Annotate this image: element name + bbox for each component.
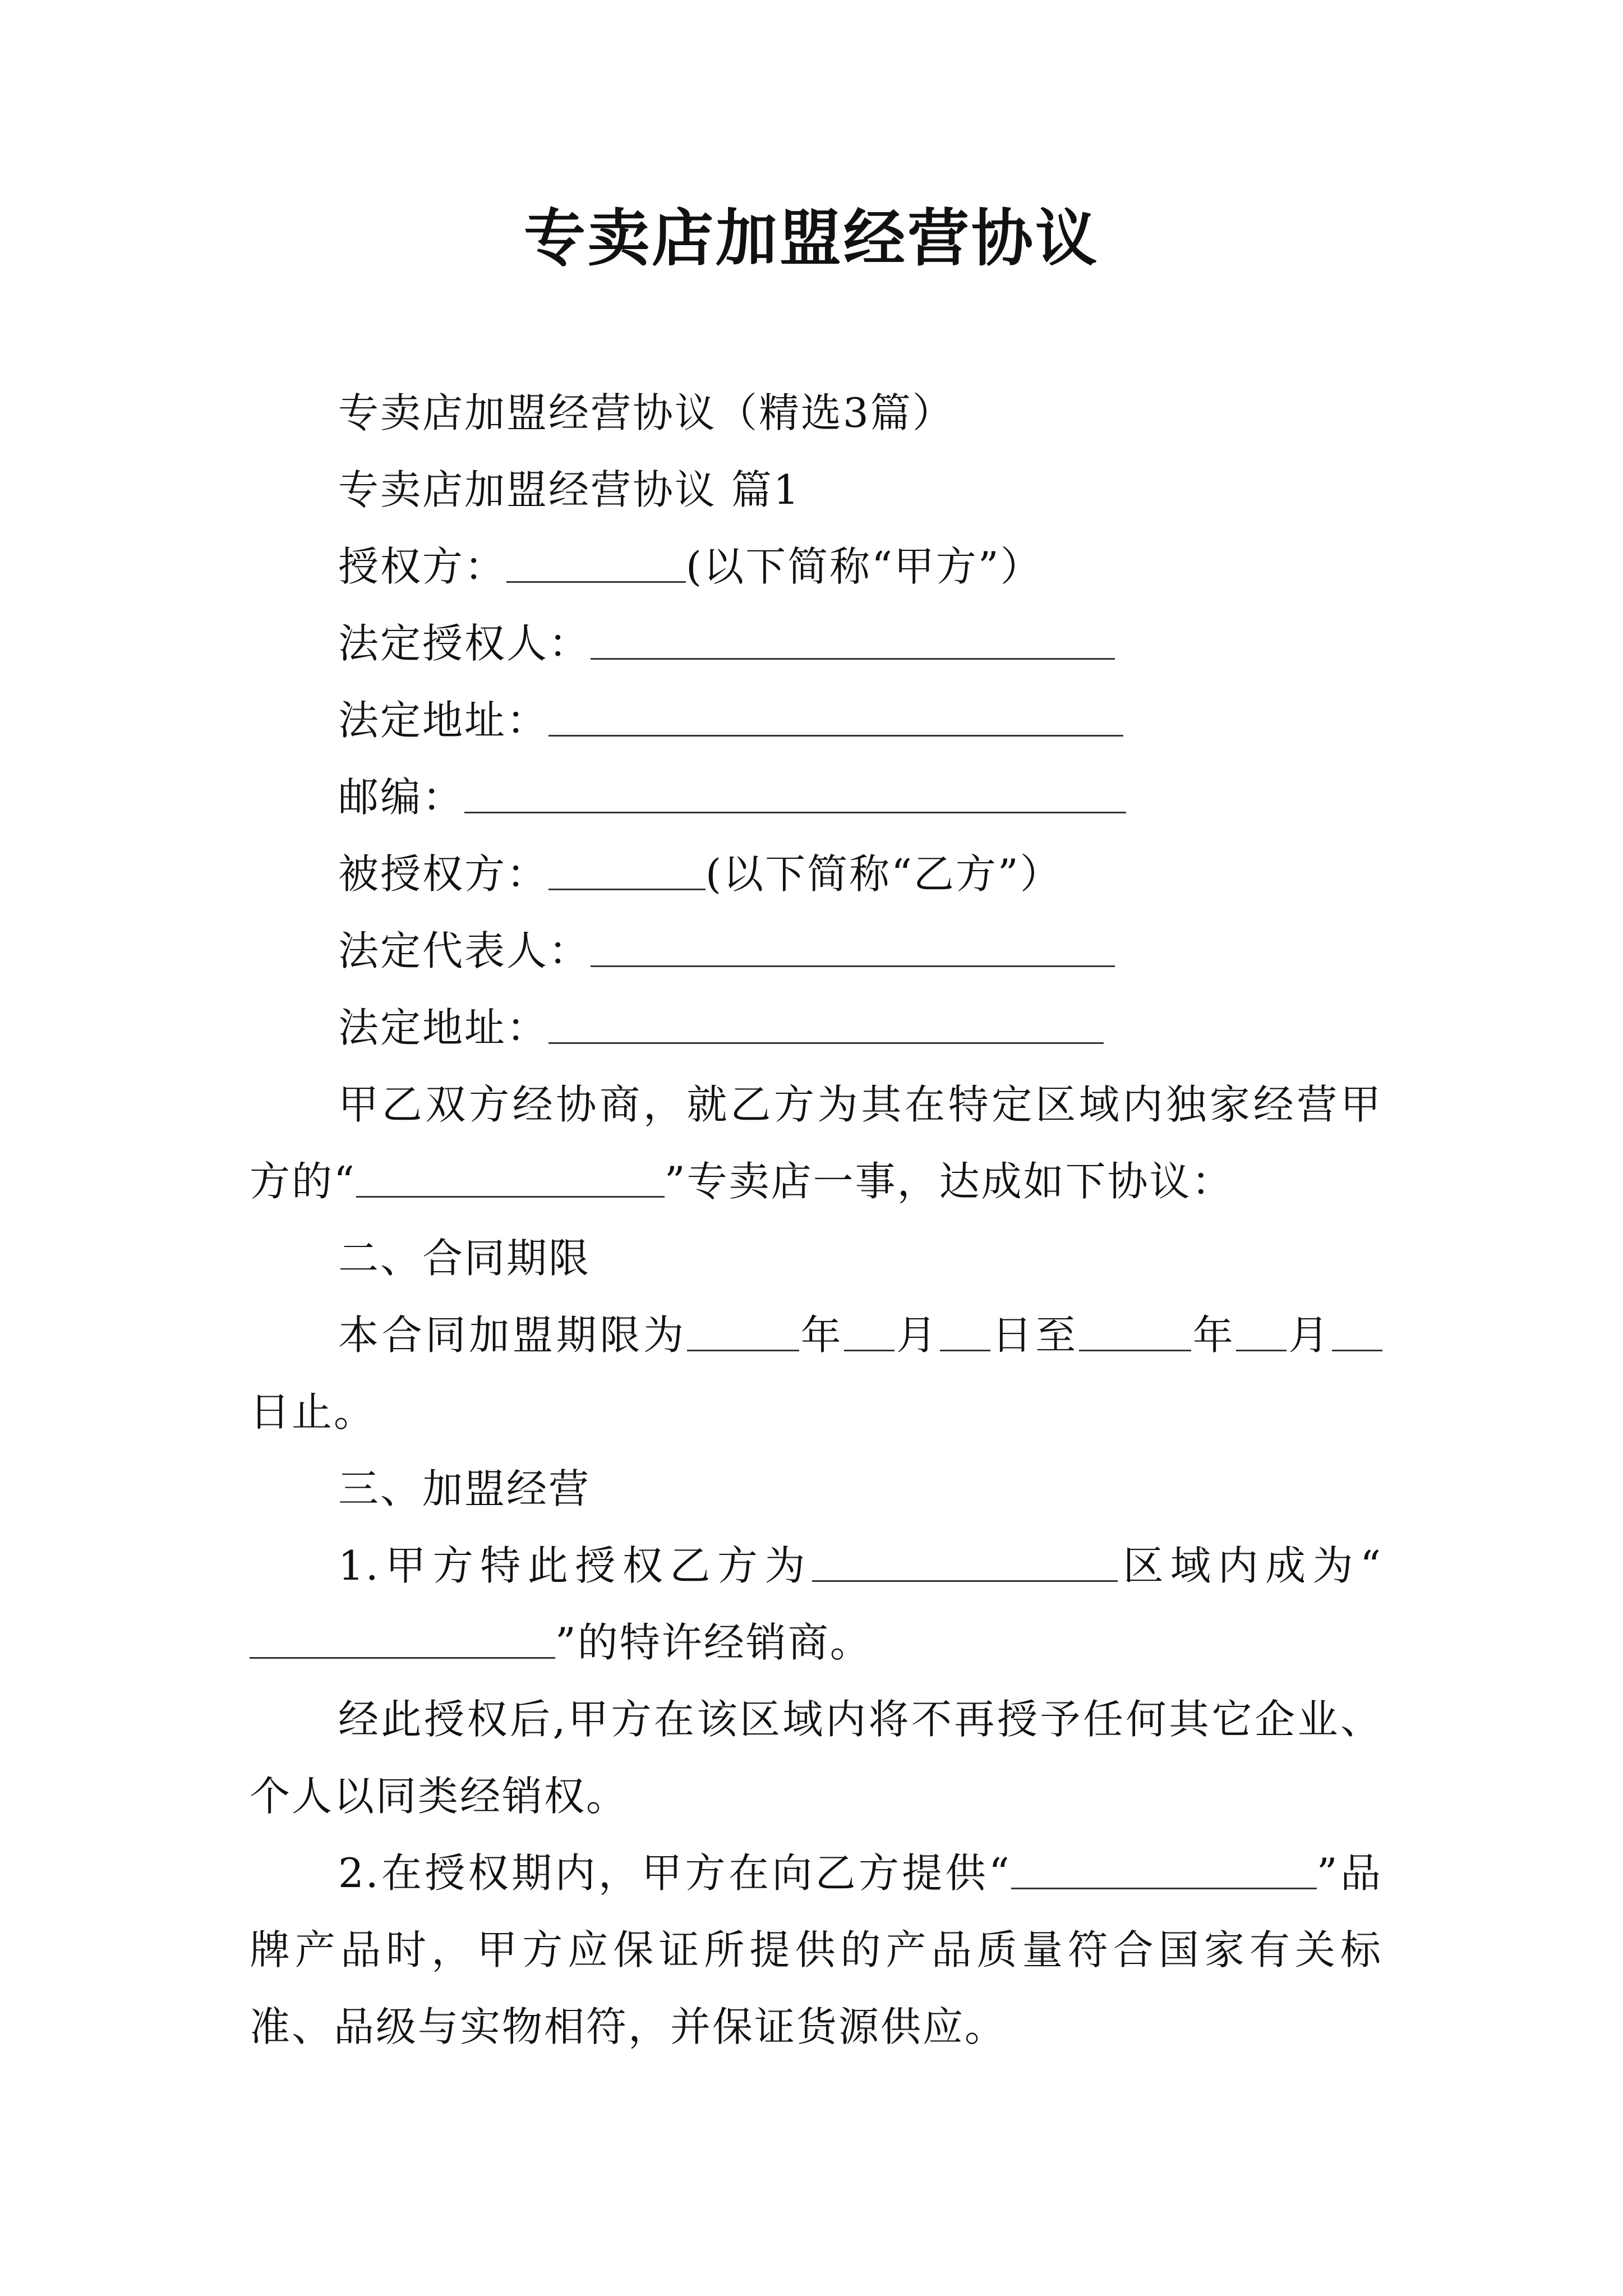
grantor-line [250, 528, 1382, 605]
clause2-paragraph [250, 1835, 1382, 2065]
section-heading: 专卖店加盟经营协议 篇1 [338, 466, 801, 513]
legal-address-line-a [250, 682, 1382, 759]
region-blank [812, 1542, 1118, 1581]
legal-address-line-b [250, 990, 1382, 1066]
legal-authorizer-line [250, 605, 1382, 682]
clause2-part1: 2.在授权期内，甲方在向乙方提供“ [338, 1849, 1011, 1897]
end-year-blank [1079, 1311, 1191, 1351]
grantor-label: 授权方： [338, 543, 507, 590]
clause1-part1: 1.甲方特此授权乙方为 [338, 1542, 812, 1589]
end-day-blank [1332, 1311, 1382, 1351]
start-year-blank [687, 1311, 799, 1351]
grantor-suffix: (以下简称“甲方”） [686, 543, 1043, 590]
intro-part1: 甲乙双方经协商，就乙方为其在特定区域内独家经营甲方的“ [250, 1081, 1382, 1205]
clause1-paragraph [250, 1527, 1382, 1681]
term-heading: 二、合同期限 [338, 1235, 591, 1282]
day-to-label: 日至 [990, 1312, 1079, 1359]
intro-part2: ”专卖店一事，达成如下协议： [664, 1158, 1234, 1205]
legal-rep-line [250, 913, 1382, 990]
brand-blank [356, 1157, 665, 1197]
clause1-part3: ”的特许经销商。 [555, 1619, 872, 1666]
grantee-suffix: (以下简称“乙方”） [706, 850, 1062, 898]
clause1-part2: 区域内成为“ [1118, 1542, 1382, 1589]
grantor-blank [506, 542, 686, 582]
legal-address-label-a: 法定地址： [338, 697, 549, 744]
legal-address-blank-b [548, 1004, 1104, 1043]
term-text-start: 本合同加盟期限为 [338, 1312, 687, 1359]
legal-address-label-b: 法定地址： [338, 1004, 549, 1051]
end-month-blank [1236, 1311, 1287, 1351]
clause2-part2: ”品牌产品时，甲方应保证所提供的产品质量符合国家有关标准、品级与实物相符，并保证货源供应。 [250, 1849, 1382, 2050]
grantee-blank [548, 850, 706, 890]
document-title: 专卖店加盟经营协议 [524, 202, 1099, 274]
document-body [250, 375, 1382, 2065]
postcode-line [250, 759, 1382, 836]
product-brand-blank [1011, 1849, 1317, 1889]
intro-paragraph [250, 1066, 1382, 1220]
franchise-heading: 三、加盟经营 [338, 1465, 591, 1512]
month-label-b: 月 [1287, 1312, 1332, 1359]
legal-authorizer-label: 法定授权人： [338, 620, 591, 667]
legal-address-blank-a [548, 696, 1123, 736]
clause1-note: 经此授权后,甲方在该区域内将不再授予任何其它企业、个人以同类经销权。 [250, 1696, 1382, 1820]
day-end-label: 日止。 [250, 1388, 376, 1435]
month-label-a: 月 [895, 1312, 940, 1359]
legal-authorizer-blank [591, 619, 1115, 659]
legal-rep-label: 法定代表人： [338, 927, 591, 974]
start-month-blank [844, 1311, 895, 1351]
term-paragraph [250, 1297, 1382, 1451]
postcode-label: 邮编： [338, 774, 465, 821]
legal-rep-blank [591, 927, 1115, 967]
dealer-brand-blank [250, 1618, 555, 1658]
year-label-b: 年 [1191, 1312, 1237, 1359]
year-label-a: 年 [799, 1312, 845, 1359]
grantee-line [250, 836, 1382, 913]
start-day-blank [940, 1311, 990, 1351]
subtitle: 专卖店加盟经营协议（精选3篇） [338, 389, 955, 436]
postcode-blank [464, 773, 1126, 813]
grantee-label: 被授权方： [338, 850, 549, 898]
